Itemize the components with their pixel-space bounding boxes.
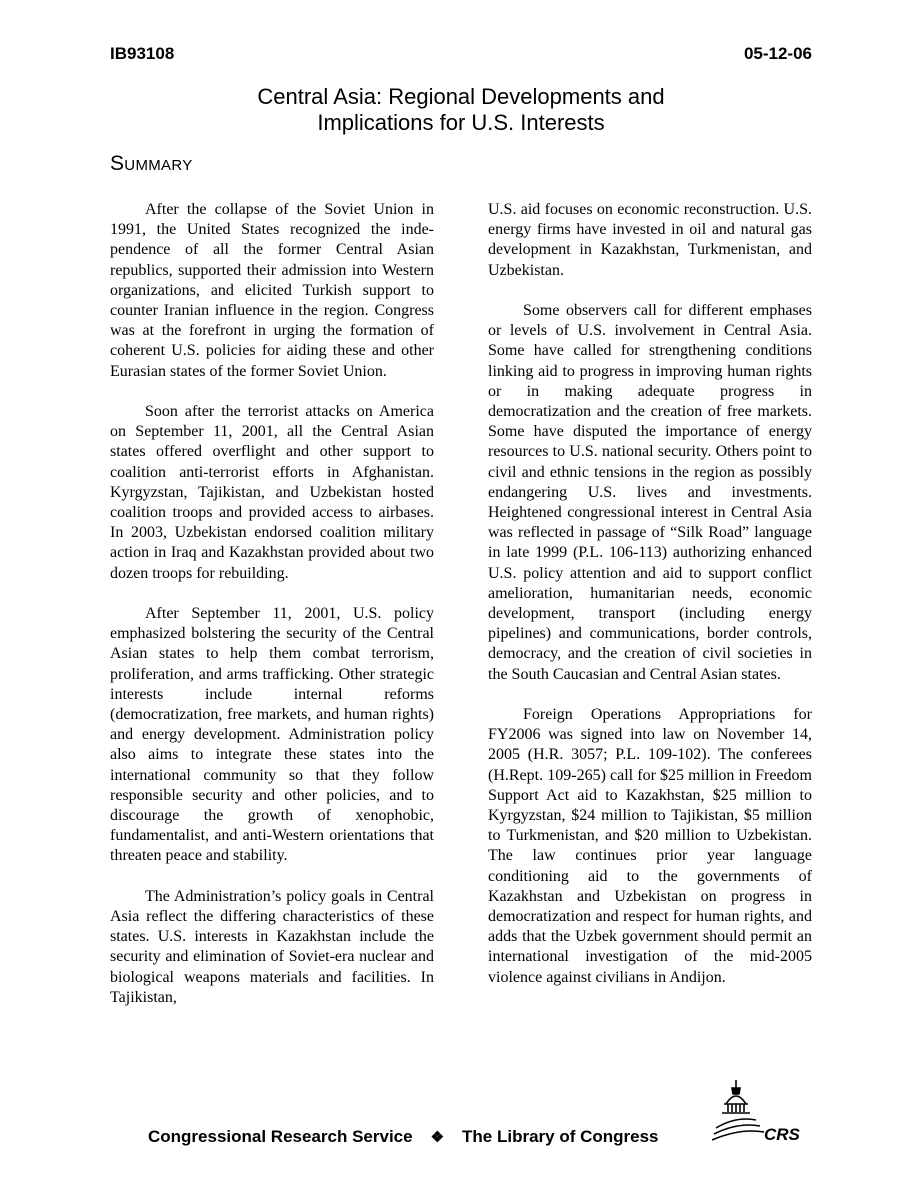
crs-logo-text: CRS (764, 1125, 800, 1144)
footer (148, 1127, 659, 1147)
crs-logo (712, 1078, 808, 1148)
summary-heading: Summary (110, 152, 193, 175)
title-line-2: Implications for U.S. Interests (317, 110, 605, 135)
report-date: 05-12-06 (743, 44, 812, 63)
footer-crs-name: Congressional Research Service (148, 1127, 413, 1146)
report-id: IB93108 (110, 44, 175, 63)
right-column (488, 200, 812, 1008)
footer-separator-icon: ❖ (430, 1129, 445, 1146)
right-paragraph-continuation: U.S. aid focuses on economic reconstruction. U.S. energy firms have invested in oil and natural gas development in Kazakhstan, Turkmenistan, and Uzbekistan. (488, 201, 812, 279)
title-line-1: Central Asia: Regional Developments and (257, 84, 665, 109)
left-paragraph-1: After the collapse of the Soviet Union in 1991, the United States recognized the independence of all the former Central Asian republics, supported their admission into Western organizations, and elicited Turkish support to counter Iranian influence in the region. Congress was at the forefront in urging the formation of coherent U.S. policies for aiding these and other Eurasian states of the former Soviet Union. (110, 201, 434, 380)
left-column (110, 200, 434, 1028)
right-paragraph-1: Some observers call for different emphases or levels of U.S. involvement in Central Asia. Some have called for strengthening conditions linking aid to progress in improving human rights or in making adequate progress in democratization and the creation of free markets. Some have disputed the importance of energy resources to U.S. national security. Others point to civil and ethnic tensions in the region as possibly endangering U.S. lives and investments. Heightened congressional interest in Central Asia was reflected in passage of “Silk Road” language in late 1999 (P.L. 106-113) authorizing enhanced U.S. policy attention and aid to support conflict amelioration, humanitarian needs, economic development, transport (including energy pipelines) and communications, border controls, democracy, and the creation of civil societies in the South Caucasian and Central Asian states. (488, 302, 812, 683)
document-title (110, 84, 812, 136)
capitol-dome-icon (712, 1080, 764, 1140)
right-paragraph-2: Foreign Operations Appropriations for FY2006 was signed into law on November 14, 2005 (H.R. 3057; P.L. 109-102). The conferees (H.Rept. 109-265) call for $25 million in Freedom Support Act aid to Kazakhstan, $25 million to Kyrgyzstan, $24 million to Tajikistan, $5 million to Turkmenistan, and $20 million to Uzbekistan. The law continues prior year language conditioning aid to the governments of Kazakhstan and Uzbekistan on progress in democratization and respect for human rights, and adds that the Uzbek government should permit an international investigation of the mid-2005 violence against civilians in Andijon. (488, 706, 812, 986)
left-paragraph-2: Soon after the terrorist attacks on America on September 11, 2001, all the Central Asian states offered overflight and other support to coalition anti-terrorist efforts in Afghanistan. Kyrgyzstan, Tajikistan, and Uzbekistan hosted coalition troops and provided access to airbases. In 2003, Uzbekistan endorsed coalition military action in Iraq and Kazakhstan provided about two dozen troops for rebuilding. (110, 403, 434, 582)
left-paragraph-3: After September 11, 2001, U.S. policy emphasized bolstering the security of the Central Asian states to help them combat terrorism, proliferation, and arms trafficking. Other strategic interests include internal reforms (democratization, free markets, and human rights) and energy development. Administration policy also aims to integrate these states into the international community so that they follow responsible security and other policies, and to discourage the growth of xenophobic, fundamentalist, and anti-Western orientations that threaten peace and stability. (110, 605, 434, 865)
footer-library-name: The Library of Congress (462, 1127, 659, 1146)
left-paragraph-4: The Administration’s policy goals in Central Asia reflect the differing characteristics of these states. U.S. interests in Kazakhstan include the security and elimination of Soviet-era nuclear and biological weapons materials and facilities. In Tajikistan, (110, 887, 434, 1006)
